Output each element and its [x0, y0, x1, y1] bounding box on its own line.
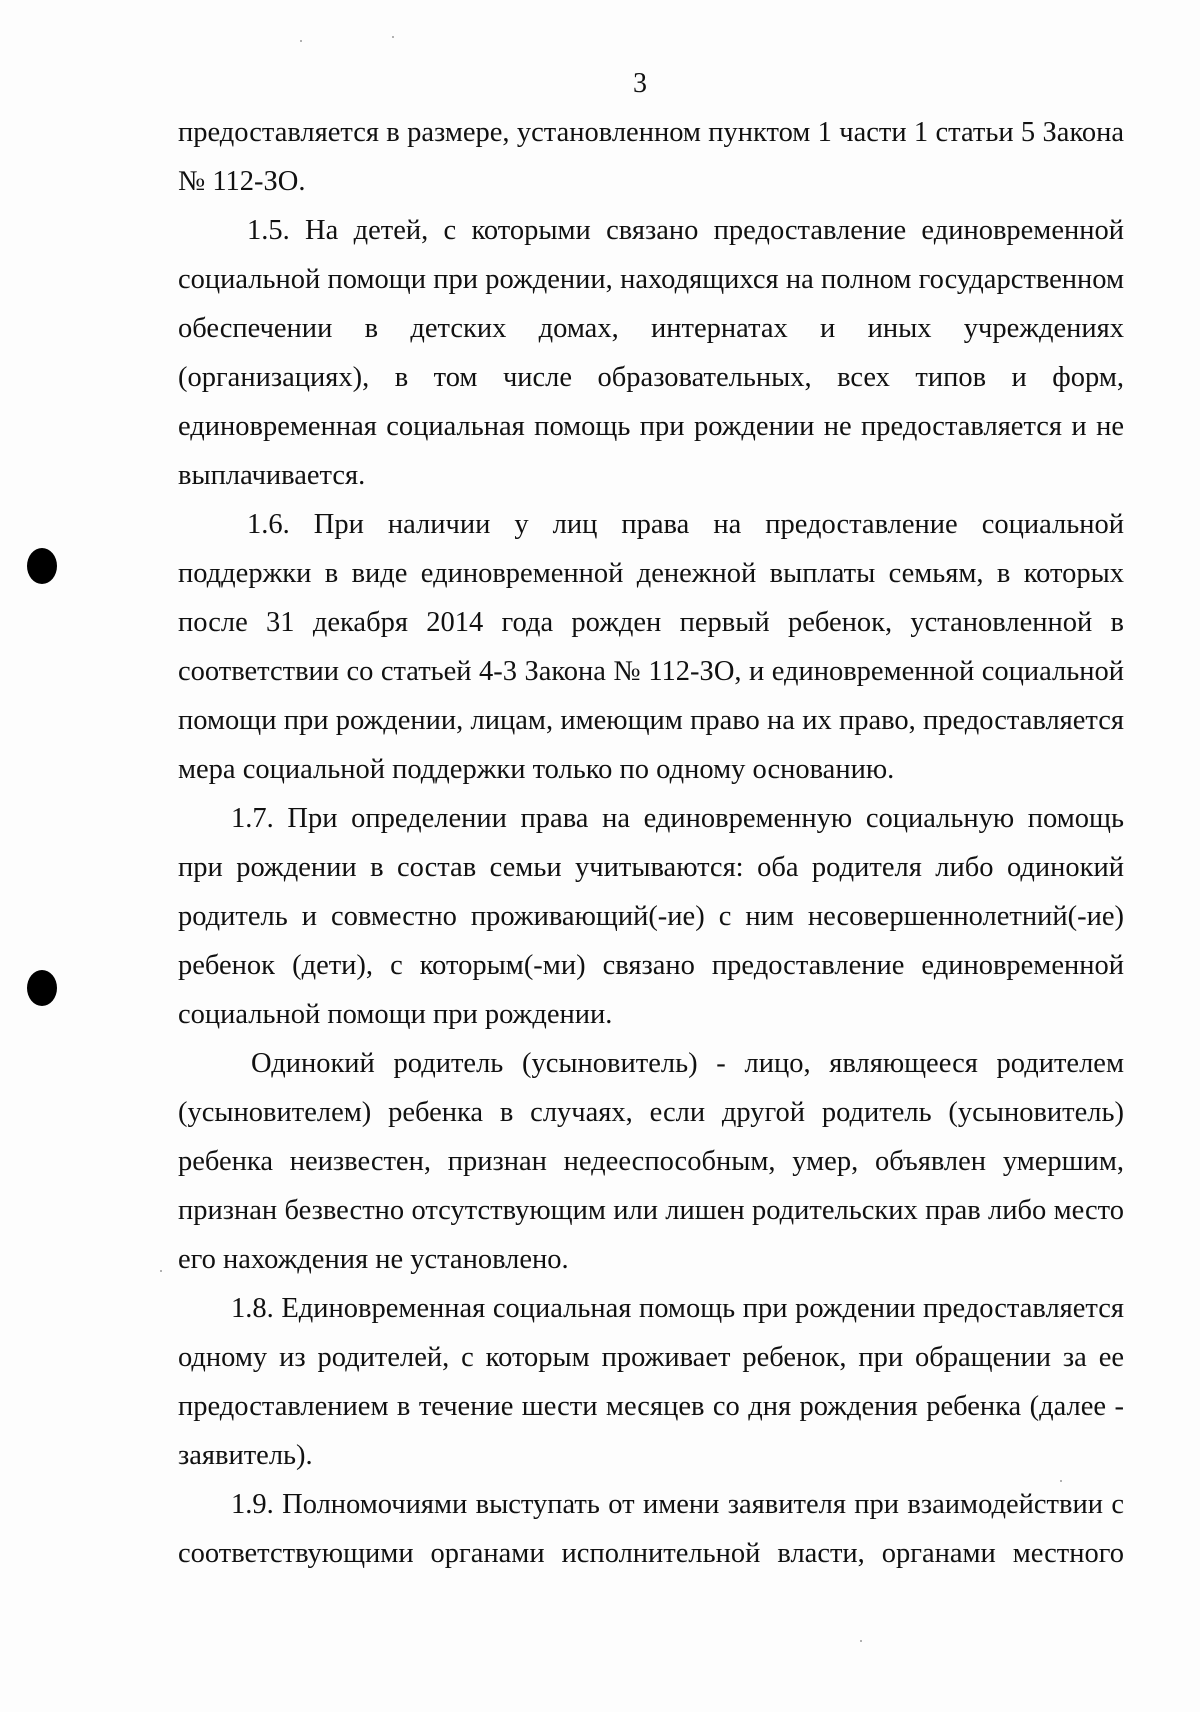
paragraph-single-parent: Одинокий родитель (усыновитель) - лицо, являющееся родителем (усыновителем) ребенка в случаях, если другой родитель (усыновитель) ребенка неизвестен, признан недееспособным, умер, объявлен умершим, признан безвестно отсутствующим или лишен родительских прав либо место его нахождения не установлено.	[178, 1048, 1124, 1275]
document-body	[178, 108, 1124, 1578]
punch-hole-top	[27, 548, 57, 584]
page-number: 3	[633, 68, 647, 99]
paragraph-1-9: 1.9. Полномочиями выступать от имени заявителя при взаимодействии с соответствующими органами исполнительной власти, органами местного	[178, 1489, 1124, 1569]
paragraph-1-6: 1.6. При наличии у лиц права на предоставление социальной поддержки в виде единовременной денежной выплаты семьям, в которых после 31 декабря 2014 года рожден первый ребенок, установленной в соответствии со статьей 4-3 Закона № 112-ЗО, и единовременной социальной помощи при рождении, лицам, имеющим право на их право, предоставляется мера социальной поддержки только по одному основанию.	[178, 509, 1124, 785]
scan-speck	[860, 1640, 862, 1642]
paragraph-1-7: 1.7. При определении права на единовременную социальную помощь при рождении в состав семьи учитываются: оба родителя либо одинокий родитель и совместно проживающий(-ие) с ним несовершеннолетний(-ие) ребенок (дети), с которым(-ми) связано предоставление единовременной социальной помощи при рождении.	[178, 803, 1124, 1030]
paragraph-1-8: 1.8. Единовременная социальная помощь при рождении предоставляется одному из родителей, с которым проживает ребенок, при обращении за ее предоставлением в течение шести месяцев со дня рождения ребенка (далее - заявитель).	[178, 1293, 1124, 1471]
scan-speck	[300, 40, 302, 42]
scan-speck	[392, 36, 394, 38]
scan-speck	[160, 1270, 162, 1272]
punch-hole-bottom	[27, 970, 57, 1006]
paragraph-continuation: предоставляется в размере, установленном пунктом 1 части 1 статьи 5 Закона № 112-ЗО.	[178, 117, 1124, 197]
paragraph-1-5: 1.5. На детей, с которыми связано предоставление единовременной социальной помощи при рождении, находящихся на полном государственном обеспечении в детских домах, интернатах и иных учреждениях (организациях), в том числе образовательных, всех типов и форм, единовременная социальная помощь при рождении не предоставляется и не выплачивается.	[178, 215, 1124, 491]
